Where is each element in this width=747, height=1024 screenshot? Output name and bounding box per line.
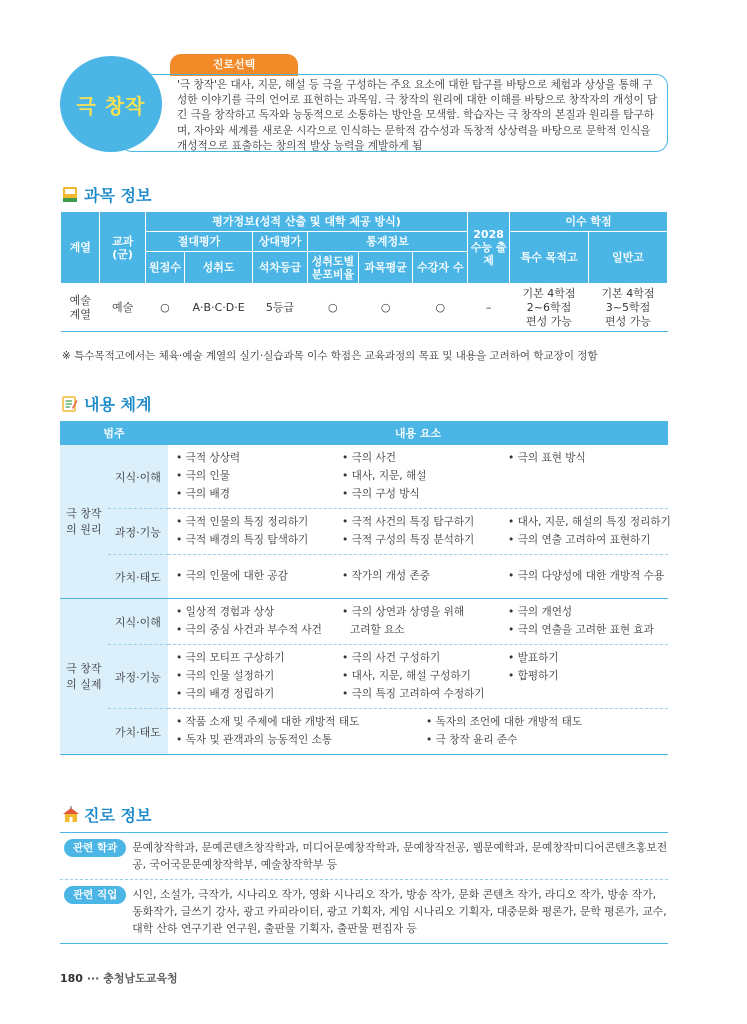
cell-students: ○: [413, 284, 468, 332]
th-distribution: 성취도별 분포비율: [307, 252, 358, 284]
cell-raw-score: ○: [145, 284, 184, 332]
th-absolute: 절대평가: [145, 232, 252, 252]
related-departments: [60, 833, 668, 880]
content-item: • 극의 배경 정립하기: [176, 687, 342, 702]
footer-separator: ···: [86, 972, 100, 985]
th-credits: 이수 학점: [510, 212, 668, 232]
th-students: 수강자 수: [413, 252, 468, 284]
notepad-icon: [62, 395, 78, 412]
subject-info-table: [60, 211, 668, 332]
th-field: 계열: [61, 212, 100, 284]
th-mean: 과목평균: [358, 252, 413, 284]
content-item: • 대사, 지문, 해설 구성하기: [342, 669, 508, 684]
content-item: • 작가의 개성 존중: [342, 569, 508, 584]
subject-header: [60, 52, 670, 152]
credits-note: ※ 특수목적고에서는 체육·예술 계열의 실기·실습과목 이수 학점은 교육과정의 목표 및 내용을 고려하여 학교장이 정함: [62, 350, 598, 362]
sub-knowledge: 지식·이해: [108, 445, 168, 509]
content-items: [176, 515, 671, 548]
career-info: [60, 832, 668, 944]
th-rank: 석차등급: [253, 252, 308, 284]
subject-title: 극 창작: [76, 93, 146, 118]
related-dept-label: 관련 학과: [64, 839, 126, 857]
content-items: [176, 451, 668, 502]
table-row: [61, 284, 668, 332]
content-item: • 극의 특징 고려하여 수정하기: [342, 687, 508, 702]
content-item: • 극의 개연성: [508, 605, 668, 620]
cell-field: 예술 계열: [61, 284, 100, 332]
category-principles: 극 창작의 원리: [60, 445, 108, 599]
content-item: • 독자 및 관객과의 능동적인 소통: [176, 733, 426, 748]
content-item: • 극적 상상력: [176, 451, 342, 466]
content-item: • 극의 연출을 고려한 표현 효과: [508, 623, 668, 638]
section-title-career: 진로 정보: [62, 803, 151, 826]
table-row: [60, 555, 668, 599]
sub-knowledge: 지식·이해: [108, 599, 168, 645]
content-item: • 극의 인물에 대한 공감: [176, 569, 342, 584]
th-suneung: 2028 수능 출제: [468, 212, 510, 284]
content-item: • 합평하기: [508, 669, 668, 684]
publisher: 충청남도교육청: [103, 972, 178, 985]
content-item: • 대사, 지문, 해설: [342, 469, 508, 484]
th-relative: 상대평가: [253, 232, 308, 252]
related-jobs: [60, 880, 668, 944]
content-item: • 극적 구성의 특징 분석하기: [342, 533, 508, 548]
cell-subject-group: 예술: [100, 284, 145, 332]
th-eval: 평가정보(성적 산출 및 대학 제공 방식): [145, 212, 467, 232]
cell-distribution: ○: [307, 284, 358, 332]
school-icon: [62, 806, 78, 823]
category-practice: 극 창작의 실제: [60, 599, 108, 755]
th-achievement: 성취도: [185, 252, 253, 284]
content-item: • 대사, 지문, 해설의 특징 정리하기: [508, 515, 668, 530]
cell-general: 기본 4학점 3~5학점 편성 가능: [588, 284, 667, 332]
subject-description: '극 창작'은 대사, 지문, 해설 등 극을 구성하는 주요 요소에 대한 탐구를 바탕으로 체험과 상상을 통해 구성한 이야기를 극의 언어로 표현하는 과목임. 극 창작의 원리에 대한 이해를 바탕으로 창작자의 개성이 담긴 극을 창작하고 독자와 능동적으로 소통하는 방안을 모색함. 학습자는 극 창작의 본질과 원리를 탐구하며, 자아와 세계를 새로운 시각으로 인식하는 문학적 감수성과 독창적 상상력을 바탕으로 문학적 인식을 개성적으로 표출하는 창의적 발상 능력을 계발하게 됨: [120, 74, 668, 152]
content-items: [176, 569, 668, 584]
th-raw-score: 원점수: [145, 252, 184, 284]
th-general: 일반고: [588, 232, 667, 284]
content-item: • 극의 구성 방식: [342, 487, 508, 502]
content-item: • 극의 인물: [176, 469, 342, 484]
content-item: • 극의 상연과 상영을 위해: [342, 605, 508, 620]
th-special: 특수 목적고: [510, 232, 589, 284]
page-footer: [60, 970, 178, 986]
table-row: [60, 645, 668, 709]
content-items: [176, 715, 668, 748]
page-number: 180: [60, 972, 83, 985]
section-title-subject-info: 과목 정보: [62, 183, 151, 206]
content-item: • 극적 인물의 특징 정리하기: [176, 515, 342, 530]
content-item: • 극의 연출 고려하여 표현하기: [508, 533, 668, 548]
table-row: [60, 709, 668, 755]
th-stats: 통계정보: [307, 232, 467, 252]
course-type-tag: 진로선택: [170, 54, 298, 76]
content-item: • 극 창작 윤리 준수: [426, 733, 666, 748]
content-item: • 극의 사건 구성하기: [342, 651, 508, 666]
content-system-table: [60, 421, 671, 755]
content-item: • 극적 사건의 특징 탐구하기: [342, 515, 508, 530]
content-items: [176, 651, 668, 702]
content-item: • 독자의 조언에 대한 개방적 태도: [426, 715, 666, 730]
content-item: • 극의 배경: [176, 487, 342, 502]
content-item: • 극의 사건: [342, 451, 508, 466]
related-dept-text: 문예창작학과, 문예콘텐츠창작학과, 미디어문예창작학과, 문예창작전공, 웹문예학과, 문예창작미디어콘텐츠홍보전공, 국어국문문예창작학부, 예술창작학부 등: [132, 841, 668, 871]
sub-process: 과정·기능: [108, 645, 168, 709]
sub-values: 가치·태도: [108, 555, 168, 599]
table-row: [60, 509, 668, 555]
subject-title-badge: [60, 56, 162, 152]
cell-special: 기본 4학점 2~6학점 편성 가능: [510, 284, 589, 332]
content-item: [508, 687, 668, 702]
content-item: • 극의 중심 사건과 부수적 사건: [176, 623, 342, 638]
content-items: [176, 605, 668, 638]
cell-mean: ○: [358, 284, 413, 332]
content-item: • 극의 모티프 구상하기: [176, 651, 342, 666]
content-item: • 극의 인물 설정하기: [176, 669, 342, 684]
content-item: • 일상적 경험과 상상: [176, 605, 342, 620]
table-row: [60, 599, 668, 645]
th-category: 범주: [60, 421, 168, 445]
th-subject-group: 교과(군): [100, 212, 145, 284]
content-item: • 극적 배경의 특징 탐색하기: [176, 533, 342, 548]
related-job-text: 시인, 소설가, 극작가, 시나리오 작가, 영화 시나리오 작가, 방송 작가, 문화 콘텐츠 작가, 라디오 작가, 방송 작가, 동화작가, 글쓰기 강사, 광고 카피라이터, 광고 기획자, 게임 시나리오 기획자, 대중문화 평론가, 문학 평론가, 교수, 대학 산하 연구기관 연구원, 출판물 기획자, 출판물 편집자 등: [132, 888, 667, 935]
content-item: 고려할 요소: [350, 624, 405, 636]
content-item: [508, 487, 668, 502]
content-item: • 극의 표현 방식: [508, 451, 668, 466]
content-item: • 극의 다양성에 대한 개방적 수용: [508, 569, 668, 584]
sub-values: 가치·태도: [108, 709, 168, 755]
content-item: • 작품 소재 및 주제에 대한 개방적 태도: [176, 715, 426, 730]
cell-rank: 5등급: [253, 284, 308, 332]
cell-suneung: –: [468, 284, 510, 332]
section-title-content-system: 내용 체계: [62, 392, 151, 415]
content-item: [508, 469, 668, 484]
book-icon: [62, 186, 78, 203]
related-job-label: 관련 직업: [64, 886, 126, 904]
content-item: • 발표하기: [508, 651, 668, 666]
cell-achievement: A·B·C·D·E: [185, 284, 253, 332]
sub-process: 과정·기능: [108, 509, 168, 555]
table-row: [60, 445, 668, 509]
th-elements: 내용 요소: [168, 421, 668, 445]
